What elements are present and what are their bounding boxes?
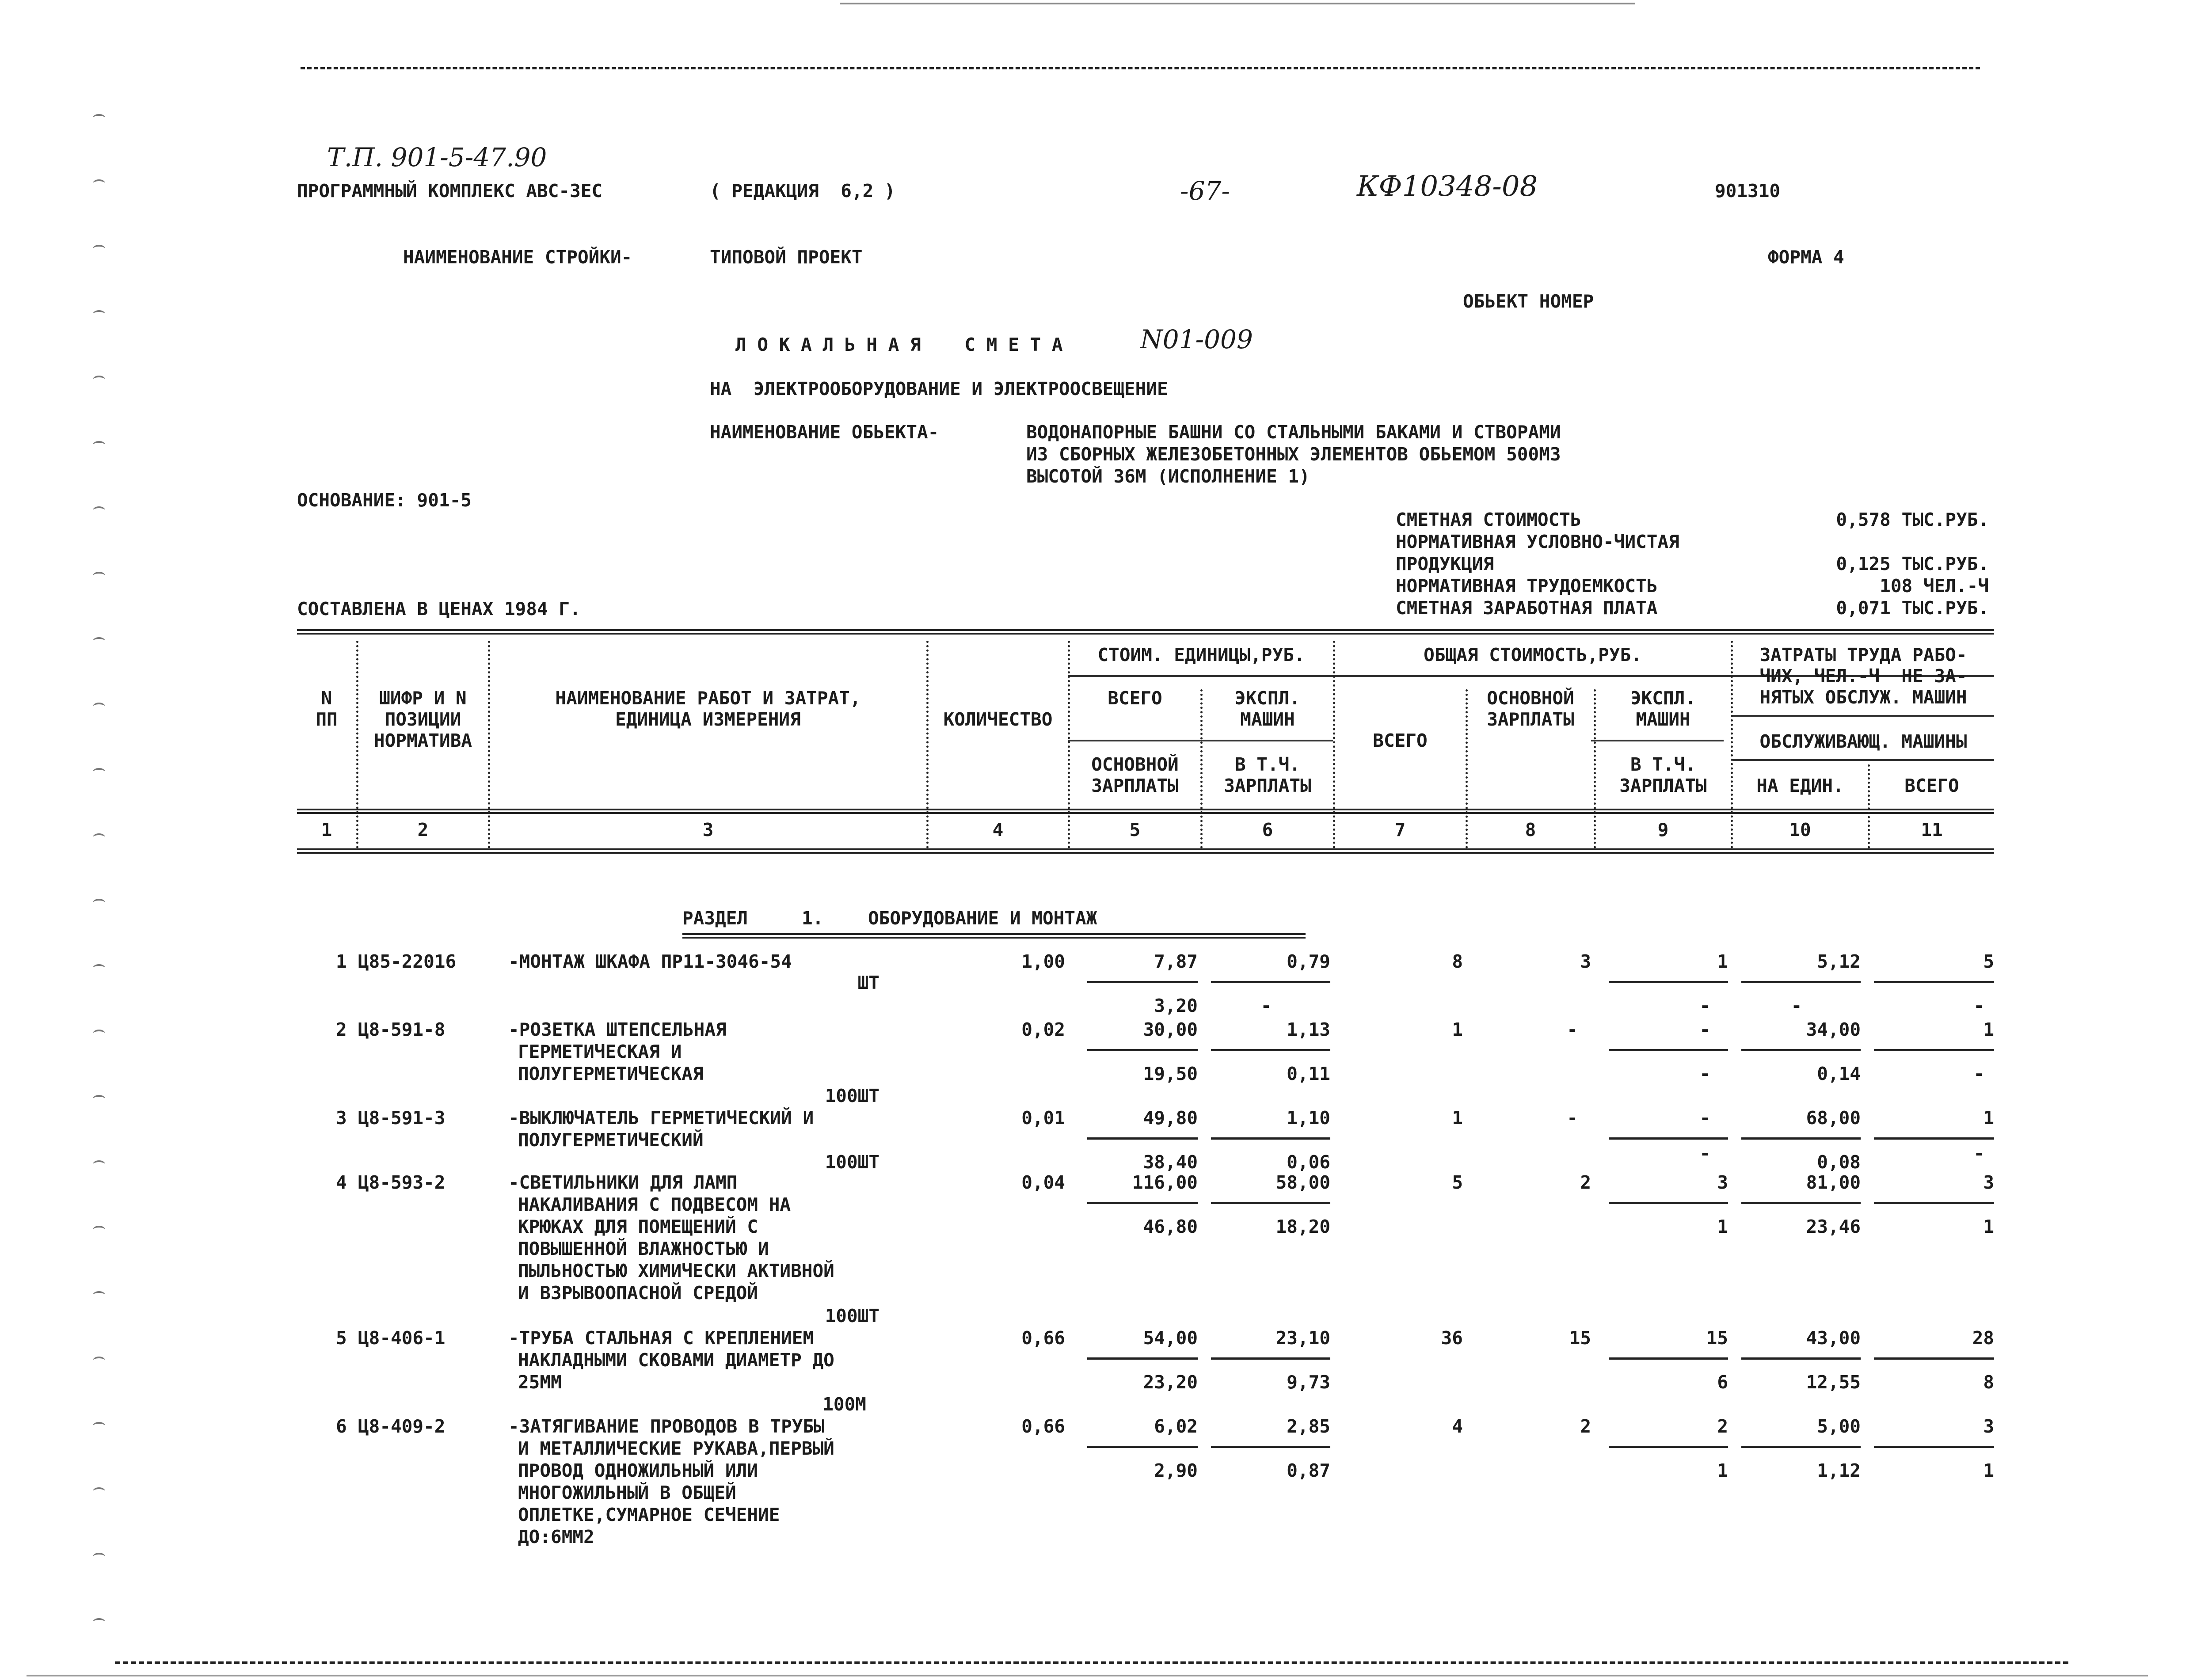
col-number: 1 xyxy=(321,819,332,840)
program-name: ПРОГРАММНЫЙ КОМПЛЕКС АВС-3ЕС xyxy=(297,180,603,201)
construction-value: ТИПОВОЙ ПРОЕКТ xyxy=(710,247,863,268)
row-name: И ВЗРЫВООПАСНОЙ СРЕДОЙ xyxy=(518,1282,758,1304)
row-split-line xyxy=(1211,1202,1330,1204)
row-total-machine: - xyxy=(1699,1019,1710,1040)
col-header-unit-wage-1: ОСНОВНОЙ xyxy=(1091,754,1179,775)
row-qty: 0,04 xyxy=(1021,1172,1065,1193)
row-name: НАКАЛИВАНИЯ С ПОДВЕСОМ НА xyxy=(518,1194,791,1215)
row-unit-total: 49,80 xyxy=(1143,1107,1198,1129)
row-split-line xyxy=(1211,1137,1330,1140)
col-number: 7 xyxy=(1394,819,1406,840)
summary-value-1: 0,578 ТЫС.РУБ. xyxy=(1836,509,1989,530)
col-header-total-wage-2: ЗАРПЛАТЫ xyxy=(1487,709,1574,730)
summary-label-4: НОРМАТИВНАЯ ТРУДОЕМКОСТЬ xyxy=(1396,575,1658,597)
col-header-total-wage-1: ОСНОВНОЙ xyxy=(1487,688,1574,709)
row-unit-machine: 1,10 xyxy=(1287,1107,1330,1129)
col-header-total-machine-1: ЭКСПЛ. xyxy=(1630,688,1696,709)
col-number: 2 xyxy=(417,819,429,840)
col-header-total-cost-group: ОБЩАЯ СТОИМОСТЬ,РУБ. xyxy=(1424,644,1642,665)
row-split-line xyxy=(1087,1357,1198,1360)
row-name: -ВЫКЛЮЧАТЕЛЬ ГЕРМЕТИЧЕСКИЙ И xyxy=(508,1107,814,1129)
row-name: 25ММ xyxy=(518,1372,562,1393)
row-name: ГЕРМЕТИЧЕСКАЯ И xyxy=(518,1041,682,1062)
row-split-line xyxy=(1609,981,1728,983)
row-total-machine-wage: - xyxy=(1699,1143,1710,1164)
row-unit-total: 54,00 xyxy=(1143,1327,1198,1349)
row-code: Ц8-409-2 xyxy=(358,1416,445,1437)
summary-label-3: ПРОДУКЦИЯ xyxy=(1396,553,1494,574)
row-qty: 0,02 xyxy=(1021,1019,1065,1040)
row-name: -ТРУБА СТАЛЬНАЯ С КРЕПЛЕНИЕМ xyxy=(508,1327,814,1349)
bottom-perforation xyxy=(115,1661,2068,1664)
row-total: 1 xyxy=(1452,1107,1463,1129)
row-code: Ц8-593-2 xyxy=(358,1172,445,1193)
row-total-wage: - xyxy=(1567,1019,1578,1040)
row-total-machine: - xyxy=(1699,1107,1710,1129)
row-total: 4 xyxy=(1452,1416,1463,1437)
row-number: 2 xyxy=(336,1019,347,1040)
section-label: РАЗДЕЛ xyxy=(682,908,748,929)
row-labor-total-machine: 1 xyxy=(1983,1216,1994,1237)
row-split-line xyxy=(1087,1446,1198,1448)
col-number: 4 xyxy=(992,819,1004,840)
summary-value-4: 108 ЧЕЛ.-Ч xyxy=(1880,575,1989,597)
row-labor-unit-machine: 0,14 xyxy=(1817,1063,1861,1084)
row-code: Ц85-22016 xyxy=(358,951,457,972)
row-name: -СВЕТИЛЬНИКИ ДЛЯ ЛАМП xyxy=(508,1172,738,1193)
estimate-title: Л О К А Л Ь Н А Я С М Е Т А xyxy=(735,334,1063,355)
row-split-line xyxy=(1741,981,1861,983)
row-labor-total-machine: 8 xyxy=(1983,1372,1994,1393)
row-split-line xyxy=(1609,1137,1728,1140)
section-number: 1. xyxy=(802,908,824,929)
row-labor-unit: 34,00 xyxy=(1806,1019,1861,1040)
summary-label-2: НОРМАТИВНАЯ УСЛОВНО-ЧИСТАЯ xyxy=(1396,531,1679,552)
row-unit-wage: 2,90 xyxy=(1154,1460,1198,1481)
row-name: -МОНТАЖ ШКАФА ПР11-3046-54 xyxy=(508,951,792,972)
row-unit: 100ШТ xyxy=(825,1085,879,1106)
row-total-machine: 15 xyxy=(1706,1327,1728,1349)
col-header-qty: КОЛИЧЕСТВО xyxy=(943,709,1053,730)
handwritten-project-ref: Т.П. 901-5-47.90 xyxy=(327,142,547,172)
handwritten-estimate-number: N01-009 xyxy=(1140,324,1253,354)
row-total-machine: 3 xyxy=(1717,1172,1728,1193)
row-split-line xyxy=(1211,1446,1330,1448)
row-unit-machine-wage: 9,73 xyxy=(1287,1372,1330,1393)
object-number-label: ОБЬЕКТ НОМЕР xyxy=(1463,291,1594,312)
row-unit-wage: 38,40 xyxy=(1143,1152,1198,1173)
row-total-machine-wage: 6 xyxy=(1717,1372,1728,1393)
row-total-wage: 3 xyxy=(1580,951,1591,972)
row-split-line xyxy=(1741,1202,1861,1204)
col-header-labor-machines: ОБСЛУЖИВАЮЩ. МАШИНЫ xyxy=(1759,731,1967,752)
row-split-line xyxy=(1874,1202,1994,1204)
top-edge-line xyxy=(840,3,1635,4)
row-total-wage: 2 xyxy=(1580,1416,1591,1437)
column-number-rule xyxy=(297,848,1994,856)
row-qty: 0,66 xyxy=(1021,1327,1065,1349)
row-split-line xyxy=(1211,1357,1330,1360)
row-unit-machine-wage: 0,06 xyxy=(1287,1152,1330,1173)
row-split-line xyxy=(1087,981,1198,983)
bottom-edge-line xyxy=(27,1675,2148,1676)
row-unit-machine: 58,00 xyxy=(1275,1172,1330,1193)
row-unit-machine-wage: 0,87 xyxy=(1287,1460,1330,1481)
col-header-total-incl-2: ЗАРПЛАТЫ xyxy=(1619,775,1707,796)
row-split-line xyxy=(1741,1446,1861,1448)
row-name: ПОВЫШЕННОЙ ВЛАЖНОСТЬЮ И xyxy=(518,1238,769,1259)
row-split-line xyxy=(1874,1137,1994,1140)
row-name: ПОЛУГЕРМЕТИЧЕСКИЙ xyxy=(518,1129,704,1151)
col-header-unit-total: ВСЕГО xyxy=(1108,688,1162,709)
object-label: НАИМЕНОВАНИЕ ОБЬЕКТА- xyxy=(710,422,939,443)
row-name: КРЮКАХ ДЛЯ ПОМЕЩЕНИЙ С xyxy=(518,1216,758,1237)
col-header-code-3: НОРМАТИВА xyxy=(373,730,472,751)
row-labor-unit-machine: - xyxy=(1791,995,1802,1016)
row-total-machine-wage: - xyxy=(1699,1063,1710,1084)
handwritten-page-number: -67- xyxy=(1180,176,1230,206)
row-number: 5 xyxy=(336,1327,347,1349)
row-unit-total: 116,00 xyxy=(1132,1172,1198,1193)
col-number: 5 xyxy=(1129,819,1141,840)
col-header-n: N xyxy=(321,688,332,709)
col-header-per-unit: НА ЕДИН. xyxy=(1756,775,1844,796)
row-name: НАКЛАДНЫМИ СКОВАМИ ДИАМЕТР ДО xyxy=(518,1349,834,1371)
row-split-line xyxy=(1741,1357,1861,1360)
row-split-line xyxy=(1874,1357,1994,1360)
summary-label-5: СМЕТНАЯ ЗАРАБОТНАЯ ПЛАТА xyxy=(1396,597,1658,619)
estimate-subtitle: НА ЭЛЕКТРООБОРУДОВАНИЕ И ЭЛЕКТРООСВЕЩЕНИЕ xyxy=(710,378,1168,399)
row-unit-total: 6,02 xyxy=(1154,1416,1198,1437)
row-split-line xyxy=(1874,1446,1994,1448)
col-header-labor-1: ЗАТРАТЫ ТРУДА РАБО- xyxy=(1759,644,1967,665)
row-name: ПРОВОД ОДНОЖИЛЬНЫЙ ИЛИ xyxy=(518,1460,758,1481)
row-labor-unit-machine: 1,12 xyxy=(1817,1460,1861,1481)
row-name: -РОЗЕТКА ШТЕПСЕЛЬНАЯ xyxy=(508,1019,727,1040)
row-split-line xyxy=(1609,1049,1728,1051)
row-split-line xyxy=(1874,981,1994,983)
row-labor-unit: 81,00 xyxy=(1806,1172,1861,1193)
summary-label-1: СМЕТНАЯ СТОИМОСТЬ xyxy=(1396,509,1581,530)
col-header-total-incl-1: В Т.Ч. xyxy=(1630,754,1696,775)
row-labor-total-machine: - xyxy=(1973,1063,1984,1084)
header-rule-machine xyxy=(1591,740,1724,741)
row-unit-machine: 1,13 xyxy=(1287,1019,1330,1040)
row-labor-total-machine: - xyxy=(1973,1143,1984,1164)
col-header-unit-incl-1: В Т.Ч. xyxy=(1234,754,1301,775)
row-unit: 100ШТ xyxy=(825,1305,879,1327)
col-header-labor-total: ВСЕГО xyxy=(1904,775,1959,796)
form-label: ФОРМА 4 xyxy=(1768,247,1844,268)
row-split-line xyxy=(1609,1202,1728,1204)
row-split-line xyxy=(1087,1049,1198,1051)
col-number: 8 xyxy=(1525,819,1536,840)
col-number: 6 xyxy=(1262,819,1273,840)
row-labor-unit-machine: 23,46 xyxy=(1806,1216,1861,1237)
row-split-line xyxy=(1087,1202,1198,1204)
row-number: 4 xyxy=(336,1172,347,1193)
col-header-labor-3: НЯТЫХ ОБСЛУЖ. МАШИН xyxy=(1759,687,1967,708)
row-name: И МЕТАЛЛИЧЕСКИЕ РУКАВА,ПЕРВЫЙ xyxy=(518,1438,834,1459)
row-split-line xyxy=(1609,1357,1728,1360)
col-header-total: ВСЕГО xyxy=(1373,730,1428,751)
top-perforation xyxy=(301,67,1980,69)
row-labor-total: 28 xyxy=(1972,1327,1994,1349)
col-number: 10 xyxy=(1789,819,1811,840)
row-unit: 100ШТ xyxy=(825,1152,879,1173)
row-labor-total: 3 xyxy=(1983,1172,1994,1193)
row-number: 1 xyxy=(336,951,347,972)
row-total-wage: - xyxy=(1567,1107,1578,1129)
row-name: ОПЛЕТКЕ,СУМАРНОЕ СЕЧЕНИЕ xyxy=(518,1504,780,1525)
col-header-unit-cost-group: СТОИМ. ЕДИНИЦЫ,РУБ. xyxy=(1097,644,1305,665)
row-total-machine-wage: 1 xyxy=(1717,1216,1728,1237)
summary-value-3: 0,125 ТЫС.РУБ. xyxy=(1836,553,1989,574)
header-rule-labor-1 xyxy=(1732,715,1994,717)
col-header-code-2: ПОЗИЦИИ xyxy=(385,709,461,730)
col-header-name-2: ЕДИНИЦА ИЗМЕРЕНИЯ xyxy=(615,709,801,730)
row-labor-total: 3 xyxy=(1983,1416,1994,1437)
row-unit-machine: 0,79 xyxy=(1287,951,1330,972)
row-name: -ЗАТЯГИВАНИЕ ПРОВОДОВ В ТРУБЫ xyxy=(508,1416,825,1437)
row-split-line xyxy=(1609,1446,1728,1448)
row-total: 5 xyxy=(1452,1172,1463,1193)
doc-code-number: 901310 xyxy=(1715,180,1781,201)
program-edition: ( РЕДАКЦИЯ 6,2 ) xyxy=(710,180,895,201)
row-labor-total: 5 xyxy=(1983,951,1994,972)
row-unit-machine-wage: 0,11 xyxy=(1287,1063,1330,1084)
col-header-n-2: ПП xyxy=(316,709,338,730)
row-total: 1 xyxy=(1452,1019,1463,1040)
row-unit-machine-wage: 18,20 xyxy=(1275,1216,1330,1237)
handwritten-doc-code: КФ10348-08 xyxy=(1357,170,1538,203)
row-split-line xyxy=(1087,1137,1198,1140)
row-labor-total-machine: 1 xyxy=(1983,1460,1994,1481)
row-labor-unit: 5,00 xyxy=(1817,1416,1861,1437)
row-unit-wage: 3,20 xyxy=(1154,995,1198,1016)
row-unit-machine: 23,10 xyxy=(1275,1327,1330,1349)
summary-value-5: 0,071 ТЫС.РУБ. xyxy=(1836,597,1989,619)
row-total-wage: 15 xyxy=(1569,1327,1591,1349)
row-qty: 1,00 xyxy=(1021,951,1065,972)
row-labor-unit-machine: 0,08 xyxy=(1817,1152,1861,1173)
row-labor-unit-machine: 12,55 xyxy=(1806,1372,1861,1393)
row-unit: 100М xyxy=(822,1394,866,1415)
section-underline xyxy=(682,933,1306,941)
row-unit-total: 30,00 xyxy=(1143,1019,1198,1040)
col-header-code-1: ШИФР И N xyxy=(379,688,467,709)
row-unit: ШТ xyxy=(857,972,879,993)
row-total-wage: 2 xyxy=(1580,1172,1591,1193)
table-top-rule xyxy=(297,629,1994,637)
row-unit-total: 7,87 xyxy=(1154,951,1198,972)
col-header-total-machine-2: МАШИН xyxy=(1636,709,1690,730)
col-number: 11 xyxy=(1921,819,1943,840)
row-name: ДО:6ММ2 xyxy=(518,1526,594,1547)
row-name: МНОГОЖИЛЬНЫЙ В ОБЩЕЙ xyxy=(518,1482,736,1503)
header-bottom-rule xyxy=(297,809,1994,817)
col-header-labor-2: ЧИХ, ЧЕЛ.-Ч НЕ ЗА- xyxy=(1759,665,1967,687)
row-total-machine: 2 xyxy=(1717,1416,1728,1437)
row-unit-wage: 23,20 xyxy=(1143,1372,1198,1393)
basis: ОСНОВАНИЕ: 901-5 xyxy=(297,490,472,511)
section-name: ОБОРУДОВАНИЕ И МОНТАЖ xyxy=(868,908,1097,929)
prices-year: СОСТАВЛЕНА В ЦЕНАХ 1984 Г. xyxy=(297,598,581,620)
row-split-line xyxy=(1741,1137,1861,1140)
row-split-line xyxy=(1874,1049,1994,1051)
row-unit-wage: 46,80 xyxy=(1143,1216,1198,1237)
row-total-machine-wage: 1 xyxy=(1717,1460,1728,1481)
row-total: 8 xyxy=(1452,951,1463,972)
row-labor-unit: 68,00 xyxy=(1806,1107,1861,1129)
row-total: 36 xyxy=(1441,1327,1463,1349)
object-line-2: ИЗ СБОРНЫХ ЖЕЛЕЗОБЕТОННЫХ ЭЛЕМЕНТОВ ОБЬЕМОМ 500М3 xyxy=(1026,444,1561,465)
col-header-name-1: НАИМЕНОВАНИЕ РАБОТ И ЗАТРАТ, xyxy=(555,688,861,709)
row-labor-total: 1 xyxy=(1983,1107,1994,1129)
col-number: 9 xyxy=(1657,819,1669,840)
row-code: Ц8-591-8 xyxy=(358,1019,445,1040)
row-unit-wage: 19,50 xyxy=(1143,1063,1198,1084)
row-name: ПЫЛЬНОСТЬЮ ХИМИЧЕСКИ АКТИВНОЙ xyxy=(518,1260,834,1281)
row-number: 3 xyxy=(336,1107,347,1129)
row-number: 6 xyxy=(336,1416,347,1437)
col-header-unit-machine-2: МАШИН xyxy=(1240,709,1295,730)
row-labor-unit: 5,12 xyxy=(1817,951,1861,972)
row-labor-total-machine: - xyxy=(1973,995,1984,1016)
row-split-line xyxy=(1211,981,1330,983)
col-header-unit-machine-1: ЭКСПЛ. xyxy=(1234,688,1301,709)
row-code: Ц8-591-3 xyxy=(358,1107,445,1129)
row-name: ПОЛУГЕРМЕТИЧЕСКАЯ xyxy=(518,1063,704,1084)
col-number: 3 xyxy=(702,819,714,840)
row-labor-total: 1 xyxy=(1983,1019,1994,1040)
row-qty: 0,66 xyxy=(1021,1416,1065,1437)
construction-label: НАИМЕНОВАНИЕ СТРОЙКИ- xyxy=(403,247,632,268)
row-labor-unit: 43,00 xyxy=(1806,1327,1861,1349)
row-total-machine: 1 xyxy=(1717,951,1728,972)
object-line-1: ВОДОНАПОРНЫЕ БАШНИ СО СТАЛЬНЫМИ БАКАМИ И СТВОРАМИ xyxy=(1026,422,1561,443)
row-unit-machine-wage: - xyxy=(1260,995,1272,1016)
row-split-line xyxy=(1211,1049,1330,1051)
header-rule-labor-2 xyxy=(1732,759,1994,761)
row-split-line xyxy=(1741,1049,1861,1051)
row-code: Ц8-406-1 xyxy=(358,1327,445,1349)
col-header-unit-incl-2: ЗАРПЛАТЫ xyxy=(1224,775,1311,796)
row-qty: 0,01 xyxy=(1021,1107,1065,1129)
col-header-unit-wage-2: ЗАРПЛАТЫ xyxy=(1091,775,1179,796)
object-line-3: ВЫСОТОЙ 36М (ИСПОЛНЕНИЕ 1) xyxy=(1026,466,1310,487)
row-total-machine-wage: - xyxy=(1699,995,1710,1016)
row-unit-machine: 2,85 xyxy=(1287,1416,1330,1437)
